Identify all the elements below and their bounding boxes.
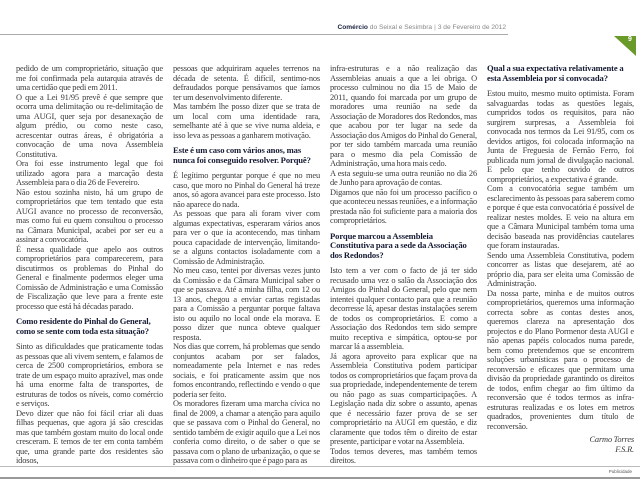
page-number: 9 [628,36,632,43]
interview-question: Este é um caso com vários anos, mas nunca foi conseguido resolver. Porquê? [173,145,311,165]
article-paragraph: Mas também lhe posso dizer que se trata de um local com uma identidade rara, semelhante até à que se vive numa aldeia, e isso leva as pessoas a ganharem motivação. [173,102,320,140]
article-paragraph: Ora foi esse instrumento legal que foi utilizado agora para a marcação desta Assembleia para o dia 26 de Fevereiro. [16,159,163,187]
publication-name: Comércio [337,24,368,31]
footer-rule [0,466,640,467]
article-paragraph: Os moradores fizeram uma marcha cívica no final de 2009, a chamar a atenção para aquilo que se passava com o Pinhal do General, no sentido também de exigir aquilo que a Lei nos conferia como direito, o de saber o que se passava com o plano de urbanização, o que se passava com o dinheiro que é pago para as [173,399,320,465]
advertising-label: Publicidade [608,469,632,474]
article-paragraph: As pessoas que para ali foram viver com algumas expectativas, esperaram vários anos para ver o que ia acontecendo, mas tinham pouca capacidade de intervenção, limitando-se a alguns contactos isoladamente com a Comissão de Administração. [173,209,320,266]
page-corner-triangle-icon [614,36,636,56]
article-paragraph: Não estou sozinha nisto, há um grupo de comproprietários que tem tentado que esta AUGI avance no processo de reconversão, mas como fui eu quem consultou o processo na Câmara Municipal, acabei por ser eu a assinar a convocatória. [16,187,163,244]
article-paragraph: infra-estruturas e a não realização das Assembleias anuais a que a lei obriga. O processo culminou no dia 15 de Maio de 2011, quando foi marcada por um grupo de moradores uma reunião na sede da Associação de Moradores dos Redondos, mas que acabou por ter lugar na sede da Associação dos Amigos do Pinhal do General, por ter sido também marcada uma reunião para o mesmo dia pela Comissão de Administração, uma hora mais cedo. [330,64,477,168]
article-paragraph: É nessa qualidade que apelo aos outros comproprietários para comparecerem, para discutirmos os problemas do Pinhal do General e finalmente podermos eleger uma Comissão de Administração e uma Comissão de Fiscalização que leve para a frente este processo que está há décadas parado. [16,244,163,311]
interview-question: Como residente do Pinhal do General, como se sente com toda esta situação? [16,316,151,336]
article-column-3 [330,64,477,466]
article-paragraph: Todos temos deveres, mas também temos direitos. [330,446,477,465]
interview-question: Porque marcou a Assembleia Constitutiva para a sede da Associação dos Redondos? [330,230,467,260]
masthead-separator: | [434,24,436,31]
article-paragraph: Isto tem a ver com o facto de já ter sido recusado uma vez o salão da Associação dos Amigos do Pinhal do General, pelo que nem intentei qualquer contacto para que a reunião decorresse lá, apesar destas instalações serem de todos os comproprietários. E como a Associação dos Redondos tem sido sempre muito receptiva e simpática, optou-se por marcar lá a assembleia. [330,266,477,351]
article-paragraph: O que a Lei 91/95 prevê é que sempre que ocorra uma delimitação ou re-delimitação de uma AUGI, quer seja por desanexação de algum prédio, ou como neste caso, acrescentar outras áreas, é obrigatória a convocação de uma nova Assembleia Constitutiva. [16,92,163,159]
article-paragraph: Sendo uma Assembleia Constitutiva, podem concorrer as listas que desejarem, até ao próprio dia, para ser eleita uma Comissão de Administração. [487,250,634,288]
article-paragraph: É legítimo perguntar porque é que no meu caso, que moro no Pinhal do General há treze anos, só agora avancei para este processo. Isto não aparece do nada. [173,171,320,209]
article-paragraph: Devo dizer que não foi fácil criar ali duas filhas pequenas, que agora já são crescidas mas que também gostam muito do local onde cresceram. E temos de ter em conta também que, uma grande parte dos residentes são idosos, [16,408,163,465]
masthead [338,24,506,31]
issue-date: 3 de Fevereiro de 2012 [437,24,506,31]
author-initials: F.S.R. [615,444,634,454]
author-name: Carmo Torres [589,435,634,444]
header-rule [0,34,508,35]
article-column-1 [16,64,163,466]
article-column-4 [487,64,634,454]
article-paragraph: A esta seguiu-se uma outra reunião no dia 26 de Junho para aprovação de contas. [330,168,477,187]
article-paragraph: No meu caso, tentei por diversas vezes junto da Comissão e da Câmara Municipal saber o que se passava. Até a minha filha, com 12 ou 13 anos, chegou a enviar cartas registadas para a Comissão a perguntar porque faltava isto ou aquilo no local onde ela morava. E posso dizer que nunca obteve qualquer resposta. [173,266,320,342]
article-paragraph: Sinto as dificuldades que praticamente todas as pessoas que ali vivem sentem, e falamos de cerca de 2500 comproprietários, embora se trate de um espaço muito aprazível, mas onde há uma enorme falta de transportes, de estruturas de todos os níveis, como comércio e serviços. [16,342,163,408]
article-column-2 [173,64,320,466]
article-paragraph: pedido de um comproprietário, situação que me foi confirmada pela autarquia através de uma certidão que pedi em 2011. [16,64,163,92]
article-paragraph: Nos dias que correm, há problemas que sendo conjuntos acabam por ser falados, nomeadamente pela Internet e nas redes sociais, e foi praticamente assim que nos fomos encontrando, reflectindo e vendo o que poderia ser feito. [173,342,320,399]
article-paragraph: Com a convocatória segue também um esclarecimento às pessoas para saberem como e porque é que esta convocatória é possível de realizar nestes moldes. E veio na altura em que a Câmara Municipal também toma uma decisão baseada nas providências cautelares que foram instauradas. [487,184,634,250]
article-paragraph: Estou muito, mesmo muito optimista. Foram salvaguardas todas as questões legais, cumpridos todos os requisitos, para não surgirem surpresas, a Assembleia foi convocada nos termos da Lei 91/95, com os devidos artigos, foi colocada informação na Junta de Freguesia de Fernão Ferro, foi publicada num jornal de divulgação nacional. E pelo que tenho ouvido de outros comproprietários, a expectativa é grande. [487,89,634,184]
author-signature [487,435,634,454]
interview-question: Qual a sua expectativa relativamente a esta Assembleia por si convocada? [487,63,624,83]
article-paragraph: Digamos que não foi um processo pacífico o que aconteceu nessas reuniões, e a informação prestada não foi suficiente para a maioria dos comproprietários. [330,187,478,225]
article-paragraph: pessoas que adquiriram aqueles terrenos na década de setenta. É difícil, sentimo-nos defraudados porque pensávamos que íamos ter um desenvolvimento diferente. [173,64,320,102]
publication-name-rest: do Seixal e Sesimbra [369,24,433,31]
article-paragraph: Da nossa parte, minha e de muitos outros comproprietários, queremos uma informação correcta sobre as contas destes anos, queremos clareza na apresentação dos projectos e do Plano Pormenor desta AUGI e não apenas papéis colocados numa parede, bem como pretendemos que se encontrem soluções urbanísticas para o processo de reconversão e eficazes que permitam uma divisão da propriedade garantindo os direitos de todos, enfim chegar ao fim último da reconversão que é todos termos as infra-estruturas realizadas e os lotes em metros quadrados, provenientes dum título de reconversão. [487,288,634,431]
article-paragraph: Já agora aproveito para explicar que na Assembleia Constitutiva podem participar todos os comproprietários que façam prova da sua propriedade, independentemente de terem ou não pago as suas comparticipações. A Legislação nada diz sobre o assunto, apenas que é necessário fazer prova de se ser comproprietário na AUGI em questão, e diz claramente que todos têm o direito de estar presente, participar e votar na Assembleia. [330,351,477,446]
